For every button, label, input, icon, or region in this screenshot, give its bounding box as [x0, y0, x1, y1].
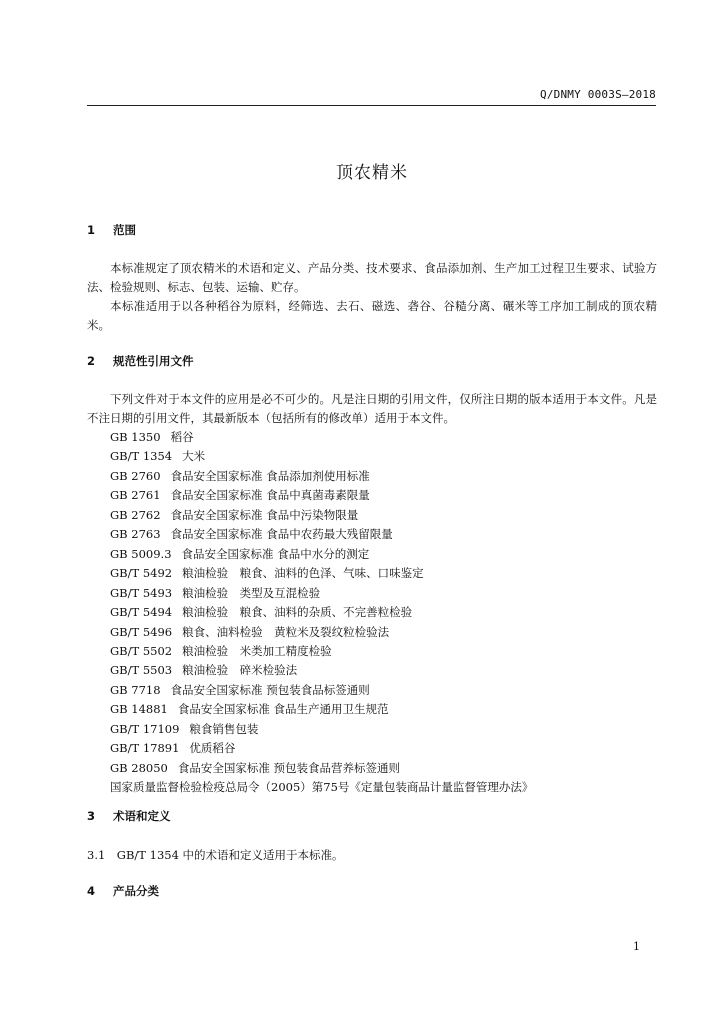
- reference-title: 食品安全国家标准 食品中农药最大残留限量: [170, 527, 393, 542]
- reference-item: [110, 467, 670, 486]
- reference-item: [110, 623, 670, 642]
- section-title: 产品分类: [113, 884, 159, 898]
- section-number: 1: [87, 223, 96, 237]
- reference-title: 食品安全国家标准 食品中水分的测定: [181, 546, 370, 561]
- reference-title: 粮油检验 类型及互混检验: [182, 585, 321, 600]
- reference-code: GB 2761: [110, 488, 161, 503]
- page-number: 1: [633, 940, 640, 953]
- reference-item: [110, 720, 670, 739]
- scope-paragraph-1: 本标准规定了顶农精米的术语和定义、产品分类、技术要求、食品添加剂、生产加工过程卫生要求、试验方法、检验规则、标志、包装、运输、贮存。: [87, 261, 657, 294]
- reference-code: GB 2763: [110, 527, 161, 542]
- reference-code: GB/T 17109: [110, 721, 180, 736]
- reference-code: GB 14881: [110, 702, 168, 717]
- scope-text: [87, 259, 657, 335]
- section-4-heading: [87, 883, 159, 899]
- section-number: 4: [87, 884, 96, 898]
- section-2-heading: [87, 353, 194, 369]
- reference-code: GB/T 5496: [110, 624, 173, 639]
- reference-title: 食品安全国家标准 预包装食品标签通则: [170, 682, 370, 697]
- reference-title: 食品安全国家标准 食品添加剂使用标准: [170, 468, 370, 483]
- reference-item: [110, 545, 670, 564]
- reference-code: GB/T 5502: [110, 643, 173, 658]
- reference-code: GB/T 5503: [110, 663, 173, 678]
- normative-intro-paragraph: 下列文件对于本文件的应用是必不可少的。凡是注日期的引用文件，仅所注日期的版本适用于本文件。凡是不注日期的引用文件，其最新版本（包括所有的修改单）适用于本文件。: [87, 392, 657, 425]
- reference-title: 粮食销售包装: [189, 721, 259, 736]
- section-title: 规范性引用文件: [113, 354, 194, 368]
- reference-code: GB 2760: [110, 468, 161, 483]
- reference-item: [110, 584, 670, 603]
- reference-item: [110, 700, 670, 719]
- reference-title: 食品安全国家标准 食品中污染物限量: [170, 507, 359, 522]
- document-code: Q/DNMY 0003S—2018: [540, 88, 656, 101]
- reference-code: GB/T 17891: [110, 741, 180, 756]
- reference-title: 优质稻谷: [189, 741, 236, 756]
- scope-paragraph-2: 本标准适用于以各种稻谷为原料，经筛选、去石、磁选、砻谷、谷糙分离、碾米等工序加工制成的顶农精米。: [87, 299, 657, 332]
- reference-title: 粮油检验 米类加工精度检验: [182, 643, 332, 658]
- terms-clause: 3.1 GB/T 1354 中的术语和定义适用于本标准。: [87, 848, 344, 862]
- section-number: 2: [87, 354, 96, 368]
- reference-item: [110, 603, 670, 622]
- reference-code: GB/T 1354: [110, 449, 173, 464]
- reference-code: GB 5009.3: [110, 546, 172, 561]
- reference-code: GB/T 5492: [110, 566, 173, 581]
- reference-item: [110, 642, 670, 661]
- reference-item: [110, 759, 670, 778]
- reference-item: [110, 778, 670, 797]
- header-rule: [87, 105, 656, 106]
- reference-item: [110, 564, 670, 583]
- reference-item: [110, 506, 670, 525]
- reference-title: 食品安全国家标准 食品生产通用卫生规范: [177, 702, 389, 717]
- reference-title: 稻谷: [170, 430, 194, 444]
- reference-item: [110, 428, 670, 447]
- document-title: 顶农精米: [336, 163, 408, 183]
- reference-title: 国家质量监督检验检疫总局令（2005）第75号《定量包装商品计量监督管理办法》: [110, 780, 534, 795]
- reference-title: 粮食、油料检验 黄粒米及裂纹粒检验法: [182, 624, 390, 639]
- reference-item: [110, 525, 670, 544]
- reference-item: [110, 447, 670, 466]
- reference-title: 粮油检验 粮食、油料的杂质、不完善粒检验: [182, 605, 413, 620]
- reference-code: GB/T 5493: [110, 585, 173, 600]
- reference-title: 粮油检验 粮食、油料的色泽、气味、口味鉴定: [182, 566, 424, 581]
- reference-item: [110, 661, 670, 680]
- reference-code: GB/T 5494: [110, 605, 173, 620]
- section-3-heading: [87, 808, 171, 824]
- section-1-heading: [87, 222, 136, 238]
- reference-code: GB 2762: [110, 507, 161, 522]
- reference-list: [110, 428, 670, 798]
- section-title: 范围: [113, 223, 136, 237]
- reference-code: GB 7718: [110, 682, 161, 697]
- section-title: 术语和定义: [113, 809, 171, 823]
- reference-title: 食品安全国家标准 食品中真菌毒素限量: [170, 488, 370, 503]
- reference-code: GB 28050: [110, 760, 168, 775]
- reference-code: GB 1350: [110, 430, 161, 444]
- reference-item: [110, 486, 670, 505]
- reference-title: 大米: [182, 449, 206, 464]
- normative-intro: [87, 390, 657, 428]
- reference-title: 粮油检验 碎米检验法: [182, 663, 298, 678]
- section-number: 3: [87, 809, 96, 823]
- reference-title: 食品安全国家标准 预包装食品营养标签通则: [177, 760, 401, 775]
- reference-item: [110, 739, 670, 758]
- reference-item: [110, 681, 670, 700]
